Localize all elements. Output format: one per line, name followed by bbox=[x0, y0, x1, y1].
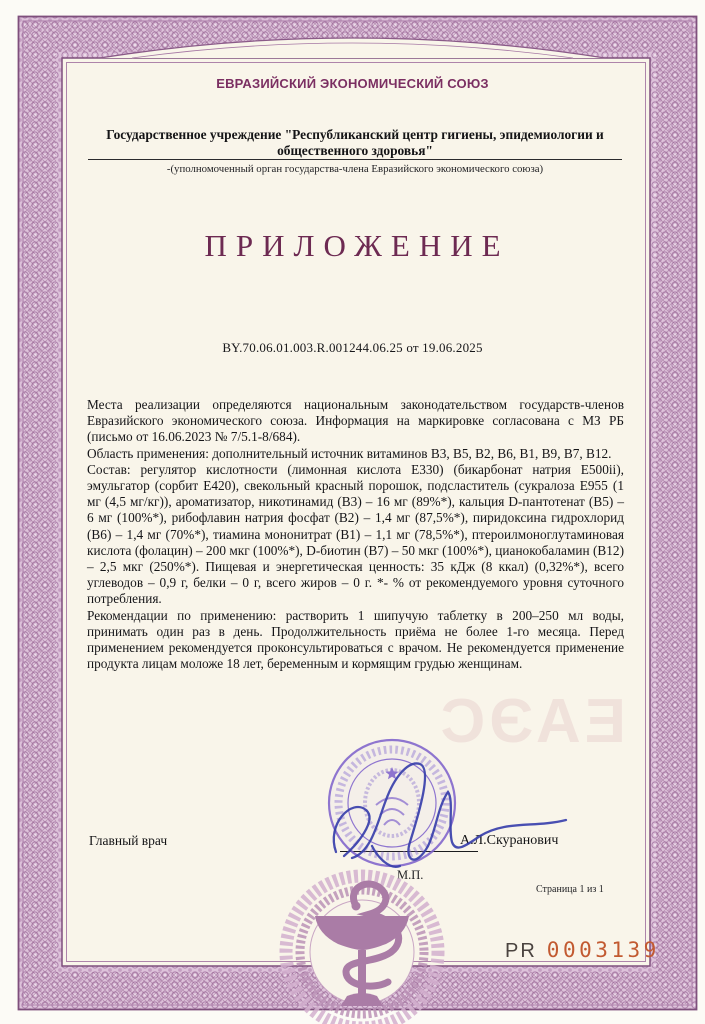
eaeu-watermark: ЕАЭС bbox=[436, 687, 626, 756]
serial-digits: 0003139 bbox=[546, 938, 660, 962]
issuing-institution: Государственное учреждение "Республиканский центр гигиены, эпидемиологии и общественного здоровья" bbox=[106, 127, 604, 158]
union-header: ЕВРАЗИЙСКИЙ ЭКОНОМИЧЕСКИЙ СОЮЗ bbox=[216, 76, 489, 91]
serial-prefix: PR bbox=[505, 940, 537, 962]
paragraph-distribution: Места реализации определяются национальным законодательством государств-членов Евразийского экономического союза. Информация на маркировке согласована с МЗ РБ (письмо от 16.06.2023 № 7/5.1-8/684). bbox=[87, 397, 624, 445]
paragraph-application-area: Область применения: дополнительный источник витаминов В3, В5, В2, В6, В1, В9, В7, В12. bbox=[87, 445, 612, 461]
signatory-name: А.Л.Скуранович bbox=[460, 833, 559, 848]
official-stamp-icon bbox=[329, 740, 455, 866]
signatory-title: Главный врач bbox=[89, 833, 168, 848]
page-count-note: Страница 1 из 1 bbox=[536, 884, 604, 895]
document-title: ПРИЛОЖЕНИЕ bbox=[204, 228, 510, 263]
institution-note: -(уполномоченный орган государства-члена Евразийского экономического союза) bbox=[166, 163, 544, 175]
bowl-of-hygieia-emblem bbox=[286, 876, 438, 1024]
paragraph-recommendations: Рекомендации по применению: растворить 1 шипучую таблетку в 200–250 мл воды, принимать один раз в день. Продолжительность приёма не более 1-го месяца. Перед применением рекомендуется проконсультироваться с врачом. Не рекомендуется применение продукта лицам моложе 18 лет, беременным и кормящим грудью женщинам. bbox=[87, 607, 624, 672]
registration-number: BY.70.06.01.003.R.001244.06.25 от 19.06.2025 bbox=[222, 340, 483, 355]
paragraph-composition: Состав: регулятор кислотности (лимонная кислота Е330) (бикарбонат натрия Е500ii), эмульгатор (сорбит Е420), свекольный красный порошок, подсластитель (сукралоза Е955 (1 мг (4,5 мг/кг)), ароматизатор, никотинамид (В3) – 16 мг (89%*), кальция D-пантотенат (В5) – 6 мг (100%*), рибофлавин натрия фосфат (В2) – 1,4 мг (87,5%*), пиридоксина гидрохлорид (В6) – 1,4 мг (70%*), тиамина мононитрат (В1) – 1,1 мг (78,5%*), птероилмоноглутаминовая кислота (фолацин) – 200 мкг (100%*), D-биотин (В7) – 50 мкг (100%*), цианокобаламин (В12) – 2,5 мкг (250%*). Пищевая и энергетическая ценность: 35 кДж (8 ккал) (0,32%*), всего углеводов – 0,9 г, белки – 0 г, всего жиров – 0 г. *- % от рекомендуемого уровня суточного потребления. bbox=[87, 461, 624, 607]
seal-placeholder: М.П. bbox=[397, 868, 424, 882]
